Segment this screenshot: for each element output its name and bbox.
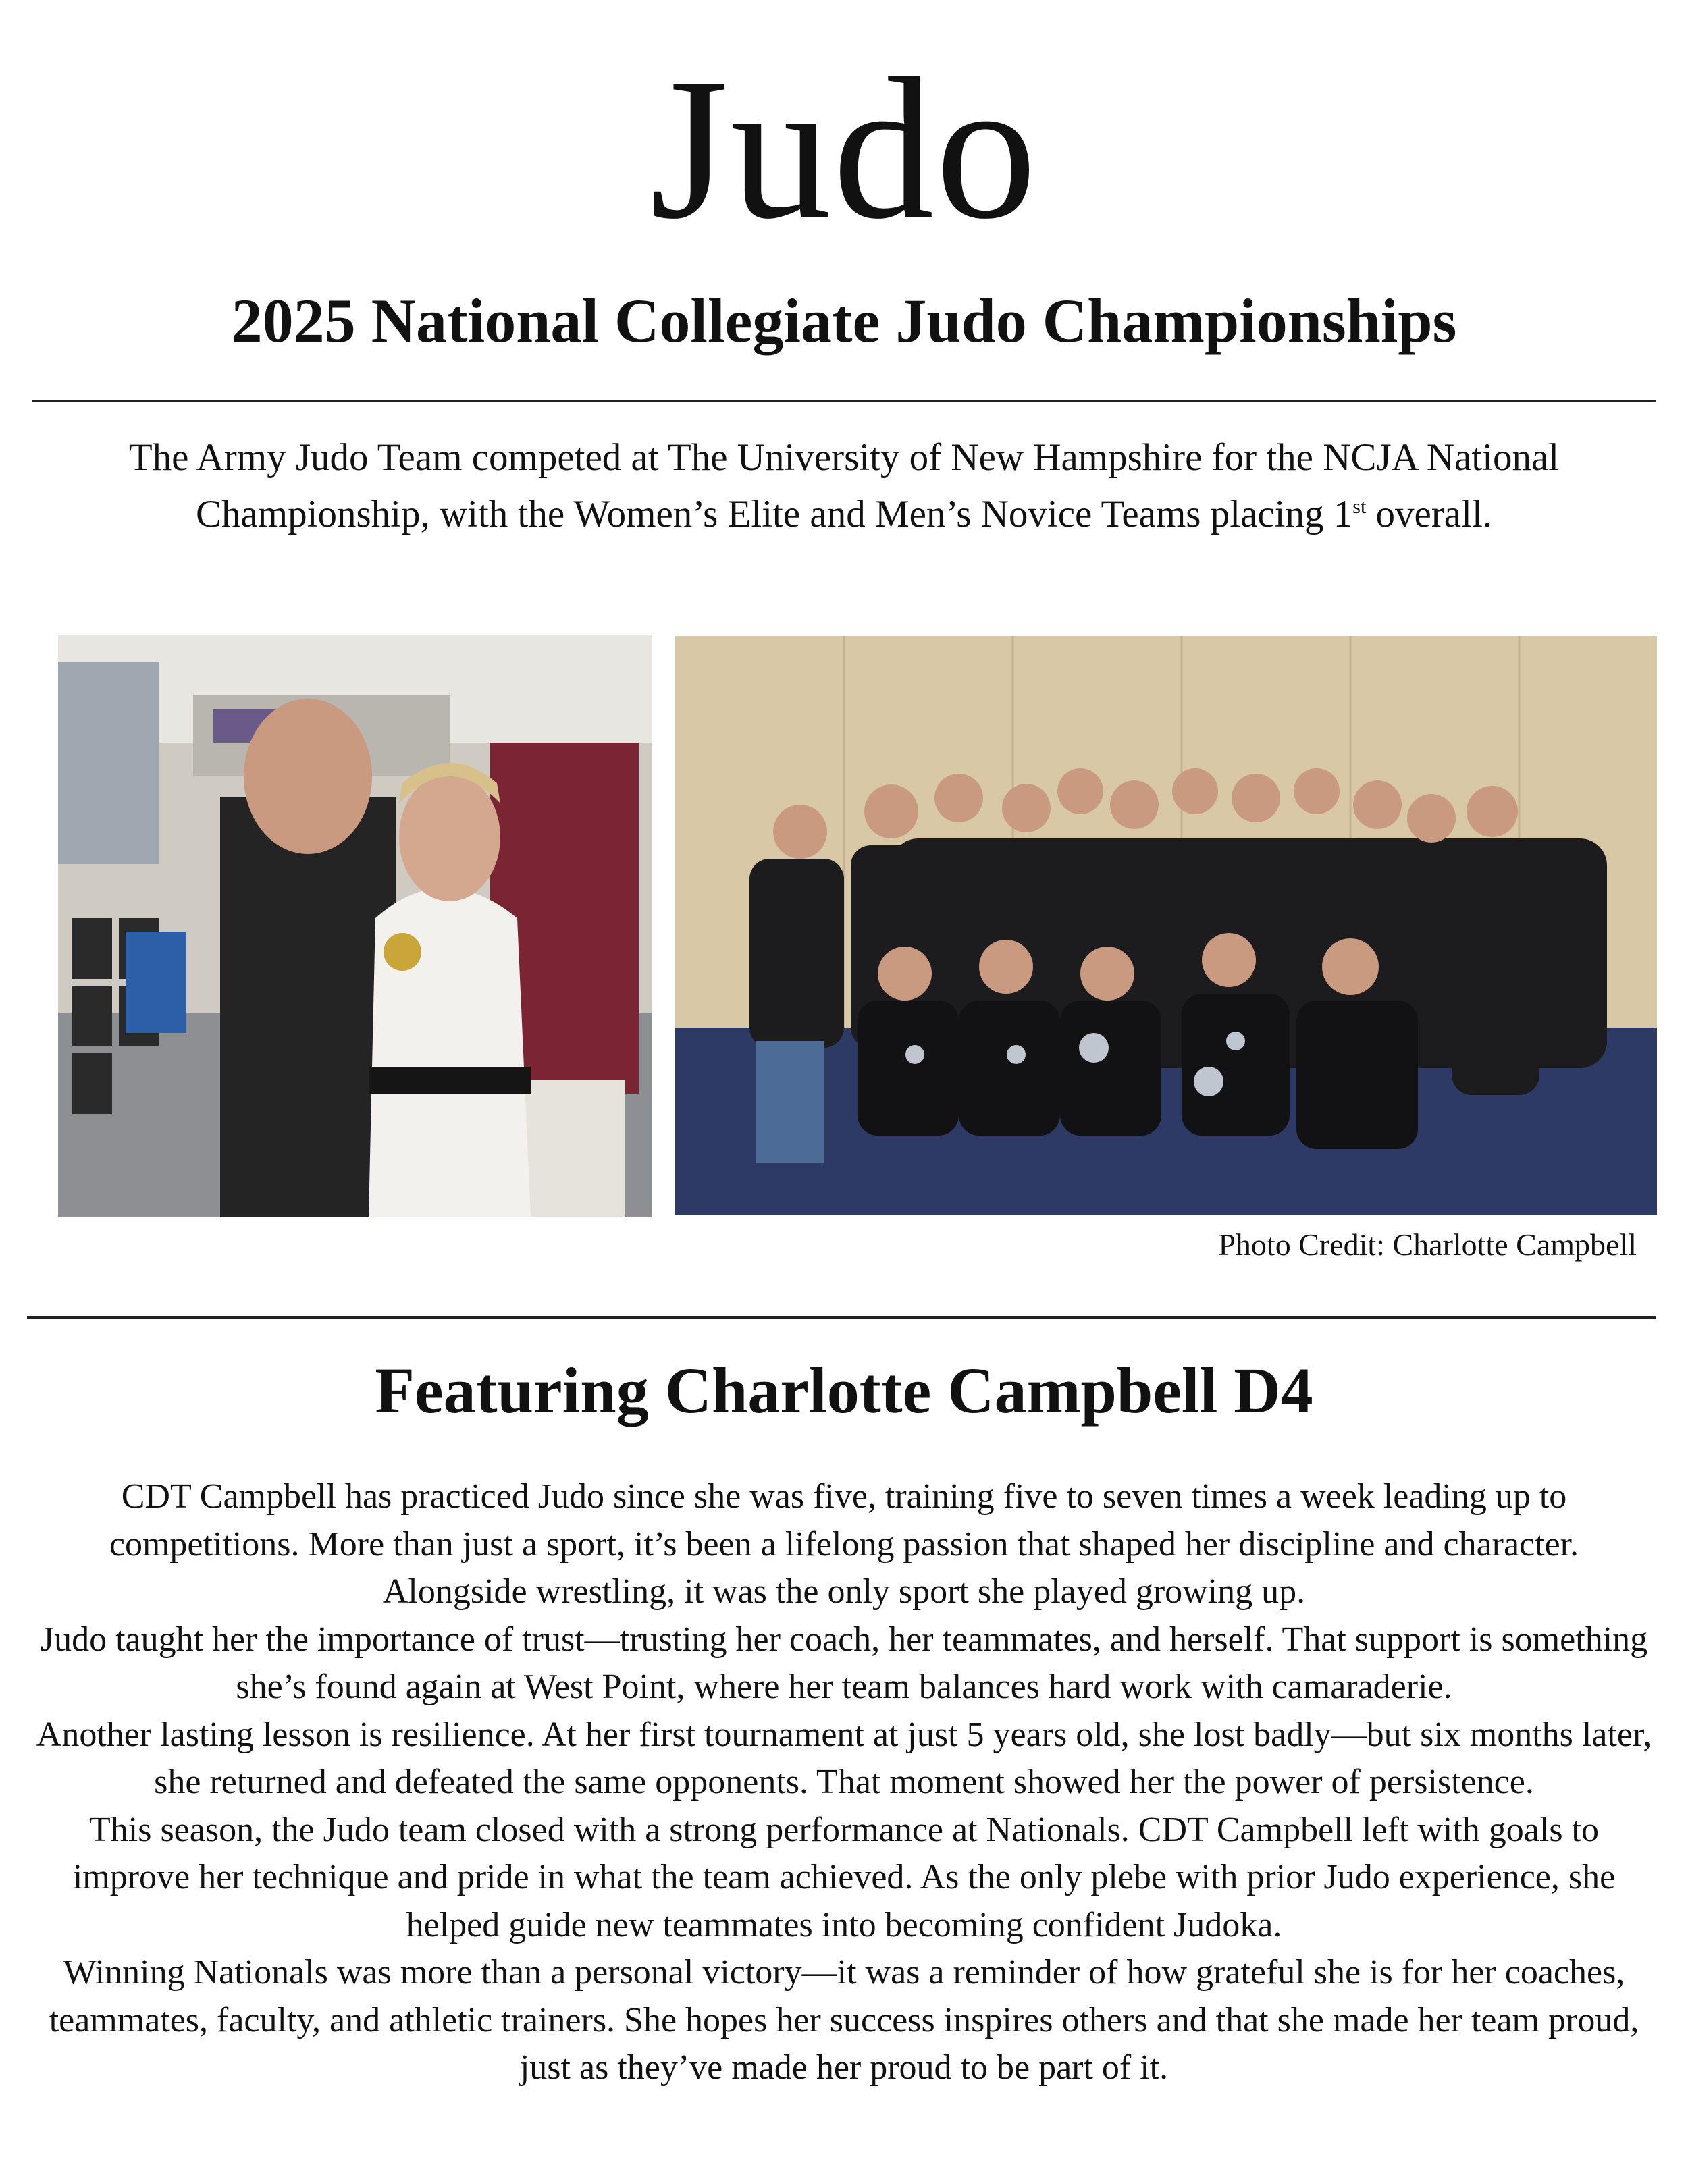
photo-credit: Photo Credit: Charlotte Campbell [1218,1227,1637,1262]
intro-superscript: st [1352,496,1367,518]
intro-text: The Army Judo Team competed at The University of New Hampshire for the NCJA National Championship, with the Women’s Elite and Men’s Novice Teams placing 1 [128,436,1560,535]
page-title: Judo [650,36,1038,261]
photo-team-group-image [675,636,1657,1215]
feature-paragraph-4: This season, the Judo team closed with a strong performance at Nationals. CDT Campbell left with goals to improve her technique and pride in what the team achieved. As the only plebe with prior Judo experience, she helped guide new teammates into becoming confident Judoka. [72,1810,1616,1944]
feature-paragraph-5: Winning Nationals was more than a personal victory—it was a reminder of how grateful she is for her coaches, teammates, faculty, and athletic trainers. She hopes her success inspires others and that she made her team proud, just as they’ve made her proud to be part of it. [49,1953,1639,2087]
photo-coach-and-athlete-image [58,635,652,1217]
feature-paragraph-1: CDT Campbell has practiced Judo since she was five, training five to seven times a week leading up to competitions. More than just a sport, it’s been a lifelong passion that shaped her discipline and character. Alongside wrestling, it was the only sport she played growing up. [109,1477,1579,1611]
page-subtitle: 2025 National Collegiate Judo Championships [231,286,1457,355]
top-divider [32,400,1656,402]
intro-paragraph [68,429,1620,543]
photo-team-group [675,636,1657,1215]
photo-coach-and-athlete [58,635,652,1217]
feature-body [34,1473,1654,2092]
feature-heading: Featuring Charlotte Campbell D4 [375,1354,1313,1427]
intro-text-end: overall. [1366,493,1493,535]
middle-divider [27,1316,1656,1319]
feature-paragraph-3: Another lasting lesson is resilience. At her first tournament at just 5 years old, she lost badly—but six months later, she returned and defeated the same opponents. That moment showed her the power of persistence. [36,1715,1652,1801]
feature-paragraph-2: Judo taught her the importance of trust—trusting her coach, her teammates, and herself. That support is something she’s found again at West Point, where her team balances hard work with camaraderie. [40,1620,1648,1706]
